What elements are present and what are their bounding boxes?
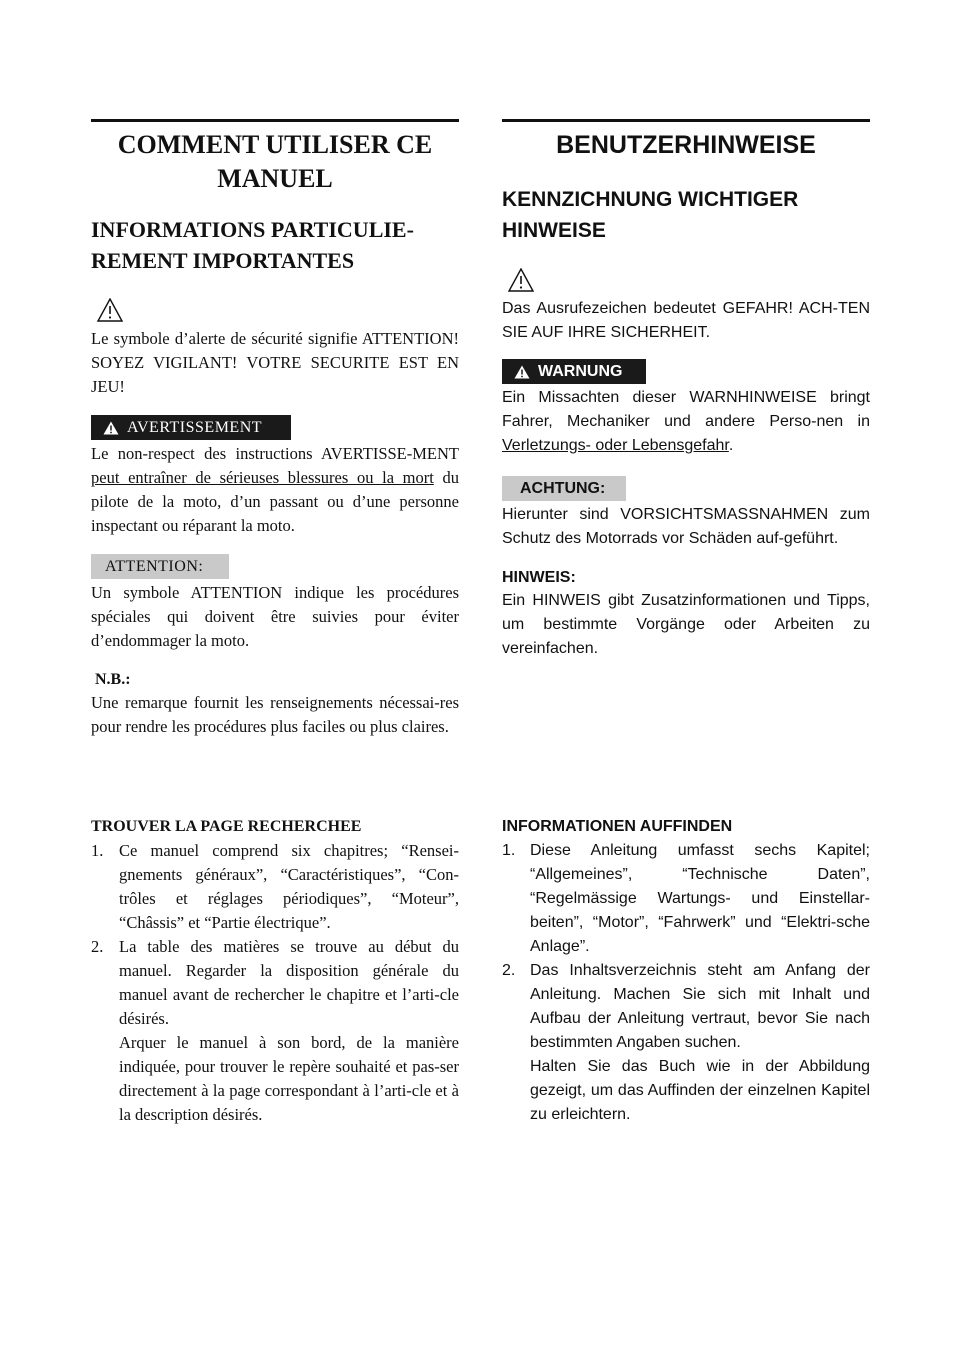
warning-underlined-german: Verletzungs- oder Lebensgefahr <box>502 437 729 454</box>
note-paragraph-french: Une remarque fournit les renseignements nécessai-res pour rendre les procédures plus faciles ou plus claires. <box>91 693 459 736</box>
step-paragraph: Diese Anleitung umfasst sechs Kapitel; “Allgemeines”, “Technische Daten”, “Regelmässige Wartungs- und Einstellar-beiten”, “Motor”, “Fahrwerk” und “Elektri-sche Anlage”. <box>530 842 870 955</box>
warning-badge-german <box>502 359 646 384</box>
french-find-section <box>91 815 459 1127</box>
step-paragraph: Ce manuel comprend six chapitres; “Rensei-gnements généraux”, “Caractéristiques”, “Con-trôles et réglages périodiques”, “Moteur”, “Châssis” et “Partie électrique”. <box>119 841 459 932</box>
warning-text-german: Ein Missachten dieser WARNHINWEISE bringt Fahrer, Mechaniker und andere Perso-nen in <box>502 389 870 430</box>
caution-badge-label-german: ACHTUNG: <box>520 479 606 497</box>
step-paragraph: Das Inhaltsverzeichnis steht am Anfang der Anleitung. Machen Sie sich mit Inhalt und Aufbau der Anleitung vertraut, bevor Sie nach bestimmten Angaben suchen. <box>530 962 870 1051</box>
alert-triangle-icon <box>97 298 123 322</box>
warning-text-french: Le non-respect des instructions AVERTISSE-MENT <box>91 444 459 463</box>
find-heading-german: INFORMATIONEN AUFFINDEN <box>502 818 733 835</box>
french-column <box>91 128 459 739</box>
steps-list-french <box>91 839 459 1127</box>
section-heading-german: KENNZICHNUNG WICHTIGER HINWEISE <box>502 188 799 242</box>
step-item-french <box>91 935 459 1127</box>
section-heading-french: INFORMATIONS PARTICULIE-REMENT IMPORTANTES <box>91 217 414 273</box>
top-rule-left <box>91 119 459 122</box>
warning-paragraph-french <box>91 442 459 538</box>
note-label-german: HINWEIS: <box>502 569 576 586</box>
top-rule-right <box>502 119 870 122</box>
caution-paragraph-german: Hierunter sind VORSICHTSMASSNAHMEN zum Schutz des Motorrads vor Schäden auf-geführt. <box>502 506 870 547</box>
warning-text-after-french: du pilote de la moto, d’un passant ou d’une personne inspectant ou réparant la moto. <box>91 468 460 535</box>
warning-underlined-french: peut entraîner de sérieuses blessures ou la mort <box>91 468 434 487</box>
german-column <box>502 128 870 661</box>
note-paragraph-german: Ein HINWEIS gibt Zusatzinformationen und Tipps, um bestimmte Vorgänge oder Arbeiten zu vereinfachen. <box>502 592 870 657</box>
warning-triangle-icon <box>103 421 119 435</box>
warning-badge-label-french: AVERTISSEMENT <box>127 418 263 436</box>
alert-paragraph-german: Das Ausrufezeichen bedeutet GEFAHR! ACH-TEN SIE AUF IHRE SICHERHEIT. <box>502 300 870 341</box>
step-number: 1. <box>91 841 104 860</box>
step-paragraph: La table des matières se trouve au début du manuel. Regarder la disposition générale du manuel avant de rechercher le chapitre et l’arti-cle désirés. <box>119 937 459 1028</box>
alert-triangle-icon <box>508 268 534 292</box>
step-number: 2. <box>91 937 104 956</box>
page-title-french: COMMENT UTILISER CE MANUEL <box>117 130 433 193</box>
alert-paragraph-french: Le symbole d’alerte de sécurité signifie ATTENTION! SOYEZ VIGILANT! VOTRE SECURITE EST EN JEU! <box>91 329 459 396</box>
step-number: 2. <box>502 962 516 979</box>
alert-icon-wrap-german <box>502 268 870 297</box>
steps-list-german <box>502 839 870 1127</box>
caution-badge-french <box>91 554 229 579</box>
warning-text-after-german: . <box>728 437 734 454</box>
step-number: 1. <box>502 842 516 859</box>
caution-paragraph-french: Un symbole ATTENTION indique les procédures spéciales qui doivent être suivies pour éviter d’endommager la moto. <box>91 583 459 650</box>
warning-badge-french <box>91 415 291 440</box>
step-item-french <box>91 839 459 935</box>
warning-triangle-icon <box>514 365 530 379</box>
step-item-german <box>502 839 870 959</box>
warning-paragraph-german <box>502 386 870 458</box>
step-item-german <box>502 959 870 1127</box>
german-find-section <box>502 815 870 1127</box>
alert-icon-wrap-french <box>91 298 459 327</box>
step-paragraph: Arquer le manuel à son bord, de la manière indiquée, pour trouver le repère souhaité et pas-ser directement à la page correspondant à l’arti-cle et à la description désirés. <box>119 1033 459 1124</box>
warning-badge-label-german: WARNUNG <box>538 362 623 380</box>
find-heading-french: TROUVER LA PAGE RECHERCHEE <box>91 818 362 835</box>
note-label-french: N.B.: <box>95 671 131 688</box>
caution-badge-german <box>502 476 626 501</box>
caution-badge-label-french: ATTENTION: <box>105 557 204 575</box>
page-title-german: BENUTZERHINWEISE <box>556 131 816 159</box>
step-paragraph: Halten Sie das Buch wie in der Abbildung gezeigt, um das Auffinden der einzelnen Kapitel zu erleichtern. <box>530 1058 870 1123</box>
